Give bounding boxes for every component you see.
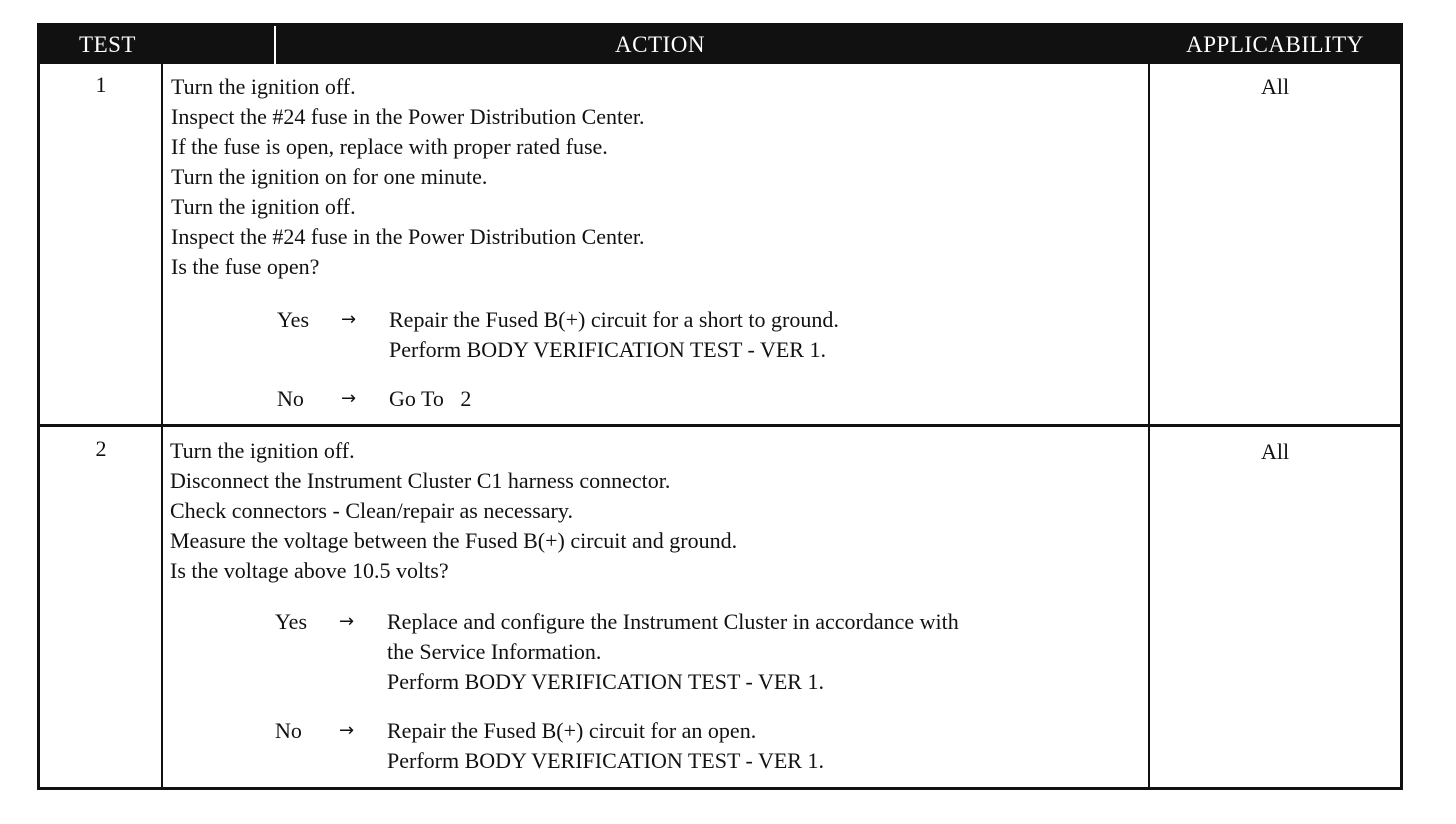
result-line: Repair the Fused B(+) circuit for a short to ground. <box>389 307 839 332</box>
result-line: the Service Information. <box>387 639 602 664</box>
yes-label: Yes <box>275 609 308 634</box>
step-text: Inspect the #24 fuse in the Power Distribution Center. <box>171 224 645 249</box>
header-applicability: APPLICABILITY <box>1186 32 1364 57</box>
test-number: 1 <box>95 72 107 97</box>
right-arrow-icon: → <box>341 388 357 409</box>
no-label: No <box>275 718 302 743</box>
step-text: Is the fuse open? <box>171 254 320 279</box>
step-text: Inspect the #24 fuse in the Power Distribution Center. <box>171 104 645 129</box>
no-result <box>387 716 824 776</box>
no-branch <box>275 716 1155 776</box>
step-text: Turn the ignition off. <box>171 74 356 99</box>
step-text: Turn the ignition on for one minute. <box>171 164 488 189</box>
table-row <box>40 427 1400 787</box>
applicability-value: All <box>1260 74 1290 99</box>
test-steps <box>170 436 1145 586</box>
step-text: If the fuse is open, replace with proper rated fuse. <box>171 134 608 159</box>
no-branch <box>277 384 1157 414</box>
no-result <box>389 384 471 414</box>
right-arrow-icon: → <box>341 309 357 330</box>
yes-result <box>387 607 959 697</box>
result-line: Perform BODY VERIFICATION TEST - VER 1. <box>387 748 824 773</box>
yes-branch <box>275 607 1155 697</box>
step-text: Check connectors - Clean/repair as necessary. <box>170 498 573 523</box>
result-line: Replace and configure the Instrument Cluster in accordance with <box>387 609 959 634</box>
result-line: Perform BODY VERIFICATION TEST - VER 1. <box>387 669 824 694</box>
no-label: No <box>277 386 304 411</box>
diagnostic-test-table <box>37 23 1403 790</box>
header-action: ACTION <box>615 32 705 57</box>
test-number: 2 <box>95 436 107 461</box>
step-text: Turn the ignition off. <box>171 194 356 219</box>
step-text: Disconnect the Instrument Cluster C1 harness connector. <box>170 468 671 493</box>
table-header <box>40 26 1400 64</box>
step-text: Turn the ignition off. <box>170 438 355 463</box>
applicability-value: All <box>1260 439 1290 464</box>
yes-result <box>389 305 839 365</box>
table-row <box>40 64 1400 424</box>
yes-label: Yes <box>277 307 310 332</box>
step-text: Is the voltage above 10.5 volts? <box>170 558 449 583</box>
right-arrow-icon: → <box>339 720 355 741</box>
result-line: Perform BODY VERIFICATION TEST - VER 1. <box>389 337 826 362</box>
header-test: TEST <box>79 32 136 57</box>
yes-branch <box>277 305 1157 365</box>
step-text: Measure the voltage between the Fused B(+) circuit and ground. <box>170 528 738 553</box>
result-line: Repair the Fused B(+) circuit for an open. <box>387 718 757 743</box>
result-line: Go To 2 <box>389 386 472 411</box>
test-steps <box>171 72 1146 282</box>
right-arrow-icon: → <box>339 611 355 632</box>
